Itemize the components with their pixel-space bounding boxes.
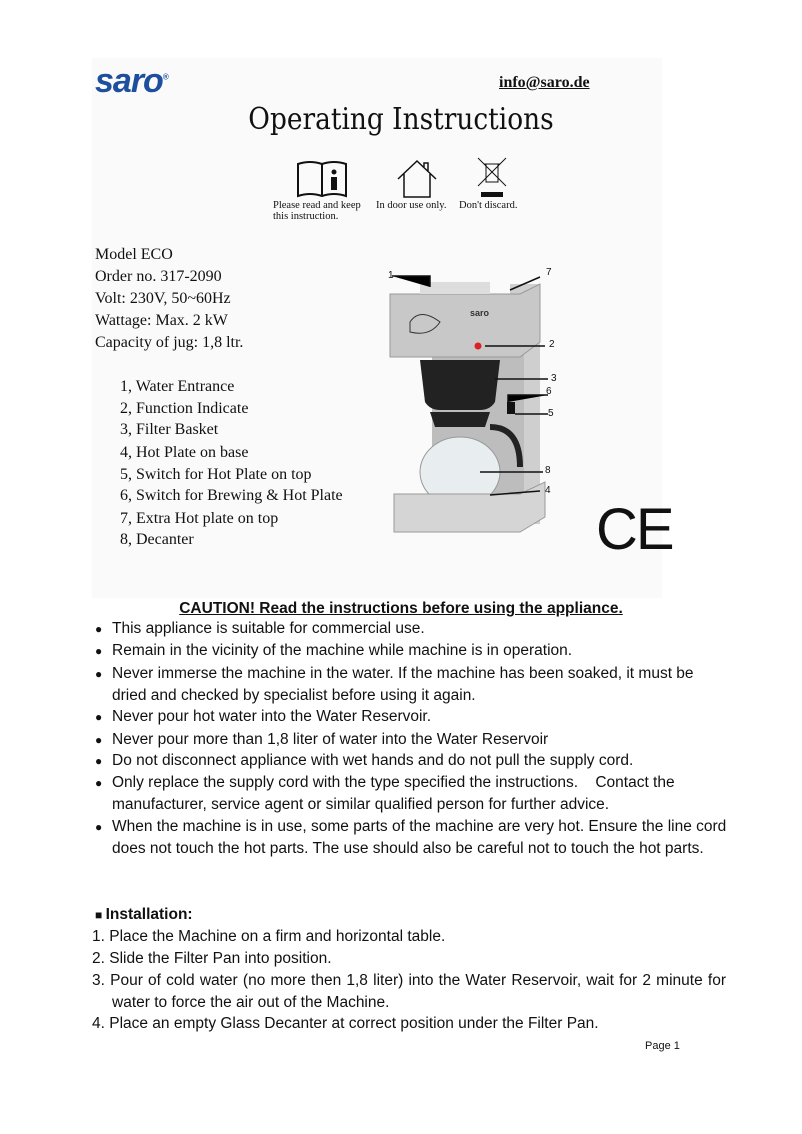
part-label: 4, Hot Plate on base (120, 444, 249, 461)
part-label: 3, Filter Basket (120, 421, 219, 438)
logo-text: saro (95, 62, 163, 100)
page-title: Operating Instructions (248, 102, 554, 137)
part-label: 5, Switch for Hot Plate on top (120, 466, 312, 483)
saro-logo: saro® (95, 62, 168, 100)
bullet-item: ● Never pour hot water into the Water Reservoir. (95, 706, 732, 728)
callout-1: 1 (388, 270, 394, 281)
crossed-bin-icon (476, 156, 508, 198)
installation-heading: ■ Installation: (95, 906, 193, 923)
installation-step: 4. Place an empty Glass Decanter at correct position under the Filter Pan. (92, 1015, 599, 1032)
installation-step: 1. Place the Machine on a firm and horizontal table. (92, 928, 446, 945)
bullet-item: ● This appliance is suitable for commercial use. (95, 618, 732, 640)
email-link[interactable]: info@saro.de (499, 74, 590, 91)
spec-order: Order no. 317-2090 (95, 268, 222, 285)
caution-heading: CAUTION! Read the instructions before using the appliance. (179, 600, 623, 617)
page-number: Page 1 (645, 1040, 680, 1052)
spec-volt: Volt: 230V, 50~60Hz (95, 290, 231, 307)
installation-step: 2. Slide the Filter Pan into position. (92, 950, 332, 967)
callout-6: 6 (546, 386, 552, 397)
bullet-item: ● Remain in the vicinity of the machine while machine is in operation. (95, 640, 732, 662)
installation-step: 3. Pour of cold water (no more then 1,8 liter) into the Water Reservoir, wait for 2 minute for water to force the air out of the Machine. (92, 972, 726, 1011)
callout-3: 3 (551, 373, 557, 384)
callout-5: 5 (548, 408, 554, 419)
icon-caption-read: Please read and keep this instruction. (273, 200, 361, 222)
book-info-icon (296, 160, 348, 198)
callout-8: 8 (545, 465, 551, 476)
part-label: 8, Decanter (120, 531, 194, 548)
part-label: 2, Function Indicate (120, 400, 249, 417)
callout-7: 7 (546, 267, 552, 278)
callout-4: 4 (545, 485, 551, 496)
part-label: 6, Switch for Brewing & Hot Plate (120, 487, 343, 504)
installation-heading-text: Installation: (105, 906, 193, 923)
bullet-item: ● Never pour more than 1,8 liter of water into the Water Reservoir (95, 729, 732, 751)
bullet-item: ● When the machine is in use, some parts of the machine are very hot. Ensure the line cord does not touch the hot parts. The use should also be careful not to touch the hot parts. (95, 816, 732, 860)
house-icon (396, 159, 438, 199)
spec-capacity: Capacity of jug: 1,8 ltr. (95, 334, 244, 351)
spec-wattage: Wattage: Max. 2 kW (95, 312, 228, 329)
bullet-item: ● Never immerse the machine in the water. If the machine has been soaked, it must be dried and checked by specialist before using it again. (95, 663, 732, 707)
icon-caption-discard: Don't discard. (459, 200, 518, 211)
machine-brand: saro (470, 308, 490, 318)
part-label: 7, Extra Hot plate on top (120, 510, 279, 527)
part-label: 1, Water Entrance (120, 378, 235, 395)
bullet-item: ● Do not disconnect appliance with wet hands and do not pull the supply cord. (95, 750, 732, 772)
callout-2: 2 (549, 339, 555, 350)
spec-model: Model ECO (95, 246, 173, 263)
bullet-item: ● Only replace the supply cord with the type specified the instructions. Contact the manufacturer, service agent or similar qualified person for further advice. (95, 772, 732, 816)
icon-caption-indoor: In door use only. (376, 200, 447, 211)
ce-mark: CE (596, 497, 673, 562)
